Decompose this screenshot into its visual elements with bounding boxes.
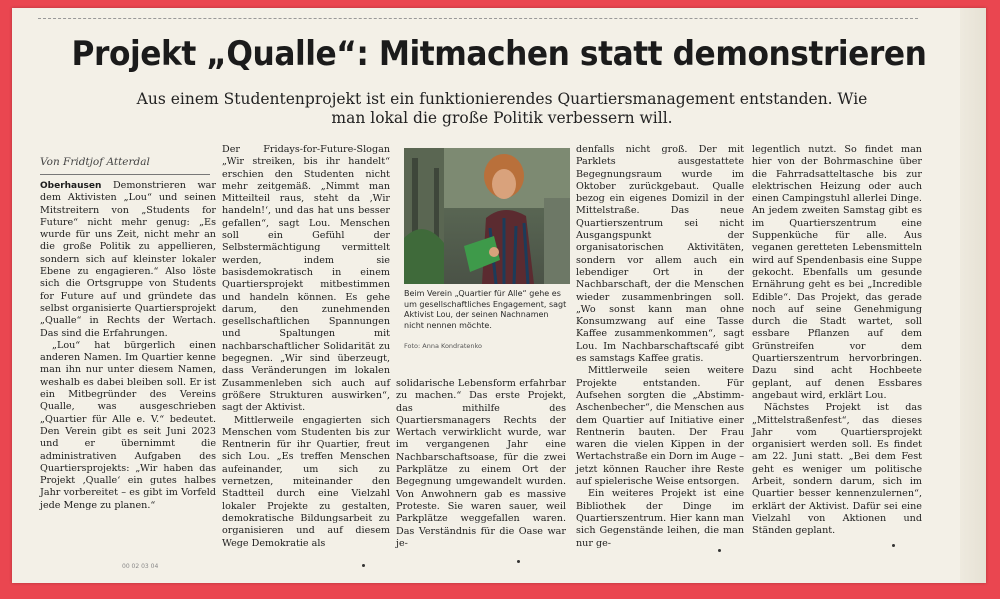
byline-rule [40,174,210,175]
photo-credit: Foto: Anna Kondratenko [404,342,482,350]
column-3 [396,378,566,550]
paragraph: Ein weiteres Projekt ist eine Bibliothek der Dinge im Quartierszentrum. Hier kann man sich Gegenstände leihen, die man nur ge- [576,488,744,549]
paragraph-text: Demonstrieren war dem Aktivisten „Lou“ und seinen Mitstreitern von „Students for Future“ nicht mehr genug: „Es wurde für uns Zeit, nicht mehr an die große Politik zu appellieren, sondern sich auf kleinster lokaler Ebene zu engagieren.“ Also löste sich die Ortsgruppe von Students for Future auf und gründete das selbst organisierte Quartiersprojekt „Qualle“ in Rechts der Wertach. Das sind die Erfahrungen. [40,180,216,339]
column-1 [40,180,216,512]
paragraph: „Lou“ hat bürgerlich einen anderen Namen. Im Quartier kenne man ihn nur unter diesem Namen, weshalb es dabei bleiben soll. Er ist ein Mitbegründer des Vereins Qualle, was ausgeschrieben „Quartier für Alle e. V.“ bedeutet. Den Verein gibt es seit Juni 2023 und er übernimmt die administrativen Aufgaben des Quartiersprojekts: „Wir haben das Projekt ‚Qualle‘ ein gutes halbes Jahr vorbereitet – es gibt im Vorfeld jede Menge zu planen.“ [40,339,216,511]
photo-of-activist [404,148,570,284]
binding-hole [517,560,520,563]
binding-hole [718,549,721,552]
byline: Von Fridtjof Atterdal [40,156,150,168]
dateline: Oberhausen [40,181,102,191]
print-mark: 00 02 03 04 [122,563,159,570]
top-rule [38,18,918,19]
paragraph: legentlich nutzt. So findet man hier von der Bohrmaschine über die Fahrradsatteltasche bis zur elektrischen Heizung oder auch einen Campingstuhl allerlei Dinge. An jedem zweiten Samstag gibt es im Quartierszentrum eine Suppenküche für alle. Aus veganen geretteten Lebensmitteln wird auf Spendenbasis eine Suppe gekocht. Ebenfalls um gesunde Ernährung geht es bei „Incredible Edible“. Das Projekt, das gerade noch auf seine Genehmigung durch die Stadt wartet, soll essbare Pflanzen auf dem Grünstreifen vor dem Quartierszentrum hervorbringen. Dazu sind acht Hochbeete geplant, auf denen Essbares angebaut wird, erklärt Lou. [752,144,922,401]
paragraph: denfalls nicht groß. Der mit Parklets ausgestattete Begegnungsraum wurde im Oktober zurückgebaut. Qualle bezog ein eigenes Domizil in der Mittelstraße. Das neue Quartierszentrum sei nicht Ausgangspunkt der organisatorischen Aktivitäten, sondern vor allem auch ein lebendiger Ort in der Nachbarschaft, der die Menschen wieder zusammenbringen soll. „Wo sonst kann man ohne Konsumzwang auf eine Tasse Kaffee zusammenkommen“, sagt Lou. Im Nachbarschaftscafé gibt es samstags Kaffee gratis. [576,144,744,365]
binding-hole [892,544,895,547]
subtitle: Aus einem Studentenprojekt ist ein funktionierendes Quartiersmanagement entstanden. Wie man lokal die große Politik verbessern will. [136,90,868,127]
paragraph: Nächstes Projekt ist das „Mittelstraßenfest“, das dieses Jahr vom Quartiersprojekt organisiert werden soll. Es findet am 22. Juni statt. „Bei dem Fest geht es weniger um politische Arbeit, sondern darum, sich im Quartier besser kennenzulernen“, erklärt der Aktivist. Dafür sei eine Vielzahl von Aktionen und Ständen geplant. [752,402,922,537]
column-5 [752,144,922,538]
photo-caption: Beim Verein „Quartier für Alle“ gehe es um gesellschaftliches Engagement, sagt Aktivist Lou, der seinen Nachnamen nicht nennen möchte. [404,289,567,330]
binding-hole [362,564,365,567]
paragraph: Mittlerweile engagierten sich Menschen vom Studenten bis zur Rentnerin für ihr Quartier, freut sich Lou. „Es treffen Menschen aufeinander, um sich zu vernetzen, miteinander den Stadtteil durch eine Vielzahl lokaler Projekte zu gestalten, demokratische Bildungsarbeit zu organisieren und auf diesem Wege Demokratie als [222,414,390,549]
paragraph: Der Fridays-for-Future-Slogan „Wir streiken, bis ihr handelt“ erschien den Studenten nicht mehr zeitgemäß. „Nimmt man Mitteilteil raus, steht da ‚Wir handeln!‘, und das hat uns besser gefallen“, sagt Lou. Menschen soll ein Gefühl der Selbstermächtigung vermittelt werden, indem sie basisdemokratisch in einem Quartiersprojekt mitbestimmen und handeln können. Es gehe darum, den zunehmenden gesellschaftlichen Spannungen und Spaltungen mit nachbarschaftlicher Solidarität zu begegnen. „Wir sind überzeugt, dass Veränderungen im lokalen Zusammenleben sich auch auf größere Strukturen auswirken“, sagt der Aktivist. [222,144,390,414]
torn-edge [960,8,986,583]
column-4 [576,144,744,550]
column-2 [222,144,390,550]
paragraph [40,180,216,340]
newspaper-clipping [12,8,986,583]
paragraph: solidarische Lebensform erfahrbar zu machen.“ Das erste Projekt, das mithilfe des Quartiersmanagers Rechts der Wertach verwirklicht wurde, war im vergangenen Jahr eine Nachbarschaftsoase, für die zwei Parkplätze zu einem Ort der Begegnung umgewandelt wurden. Von Anwohnern gab es massive Proteste. Sie waren sauer, weil Parkplätze weggefallen waren. Das Verständnis für die Oase war je- [396,378,566,549]
paragraph: Mittlerweile seien weitere Projekte entstanden. Für Aufsehen sorgten die „Abstimm-Aschenbecher“, die Menschen aus dem Quartier auf Initiative einer Rentnerin bauten. Der Frau waren die vielen Kippen in der Wertachstraße ein Dorn im Auge – jetzt können Raucher ihre Reste auf spielerische Weise entsorgen. [576,365,744,488]
headline: Projekt „Qualle“: Mitmachen statt demonstrieren [71,34,927,74]
